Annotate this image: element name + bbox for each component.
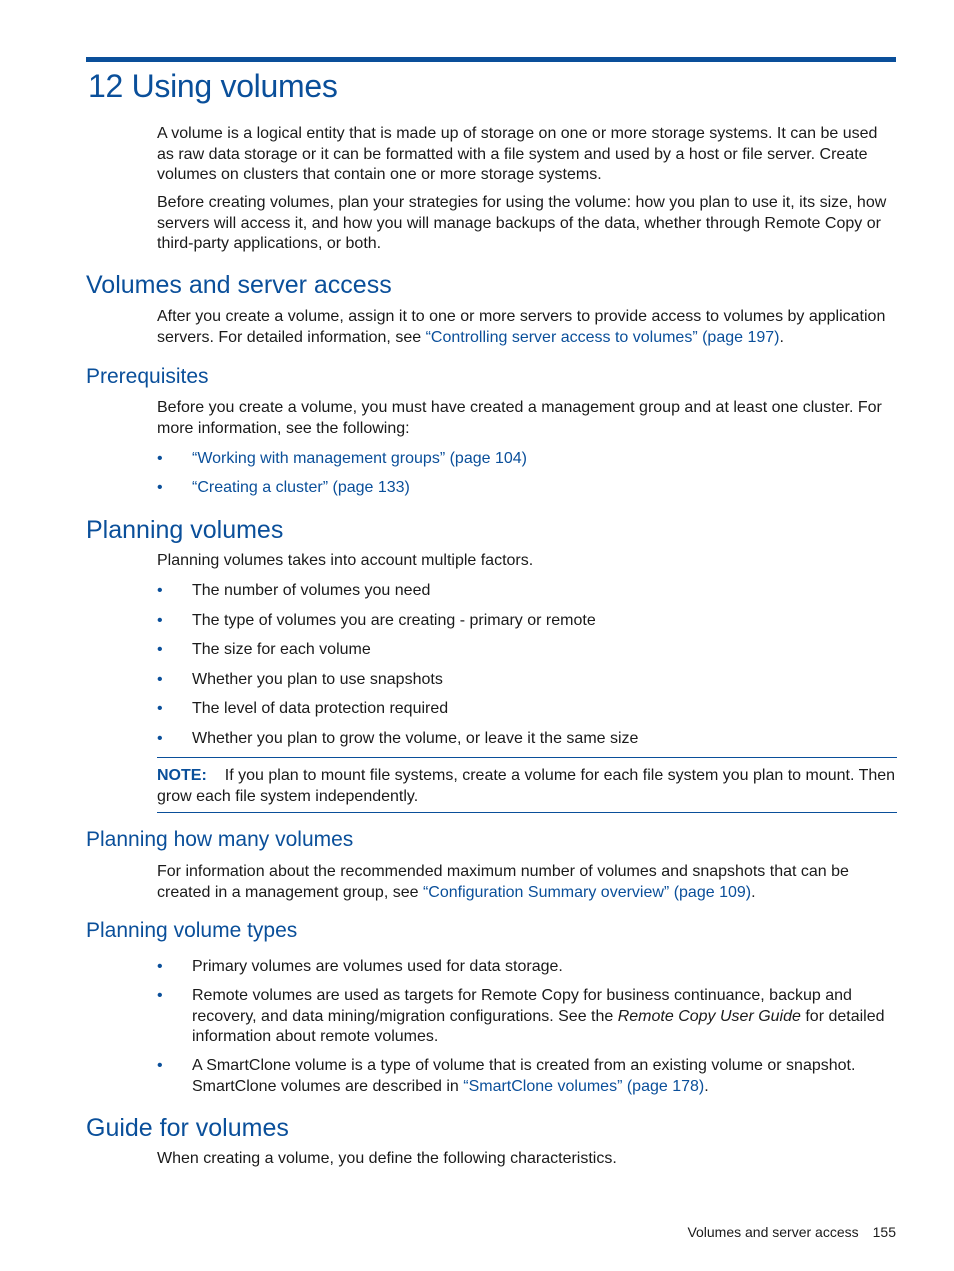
smartclone-period: . (704, 1077, 709, 1095)
bullet-icon: • (157, 450, 163, 467)
list-item-text: Whether you plan to use snapshots (192, 671, 443, 688)
footer-section-title: Volumes and server access (687, 1224, 859, 1240)
bullet-icon: • (157, 612, 163, 629)
heading-planning-how-many-volumes: Planning how many volumes (86, 828, 354, 851)
bullet-icon: • (157, 582, 163, 599)
how-many-period: . (751, 883, 756, 901)
list-item-text: The type of volumes you are creating - primary or remote (192, 612, 596, 629)
server-access-text: After you create a volume, assign it to one or more servers to provide access to volumes by application servers. For detailed information, see (157, 308, 886, 346)
page-number: 155 (872, 1224, 896, 1240)
note-bottom-rule (157, 812, 897, 813)
note-box (157, 766, 897, 807)
link-smartclone-volumes[interactable]: “SmartClone volumes” (page 178) (463, 1077, 705, 1095)
list-item-text: The level of data protection required (192, 700, 449, 717)
heading-guide-for-volumes: Guide for volumes (86, 1114, 289, 1142)
list-item-text: Primary volumes are volumes used for data storage. (192, 958, 563, 975)
bullet-icon: • (157, 641, 163, 658)
guide-paragraph: When creating a volume, you define the following characteristics. (157, 1150, 617, 1167)
chapter-top-rule (86, 57, 896, 62)
intro-paragraph-1: A volume is a logical entity that is made up of storage on one or more storage systems. It can be used as raw data storage or it can be formatted with a file system and used by a host or file server. Create volumes on clusters that contain one or more storage systems. (157, 125, 878, 183)
how-many-text: For information about the recommended maximum number of volumes and snapshots that can be created in a management group, see (157, 863, 849, 901)
heading-volumes-server-access: Volumes and server access (86, 271, 392, 299)
smartclone-text: A SmartClone volume is a type of volume that is created from an existing volume or snapshot. SmartClone volumes are described in (192, 1057, 856, 1095)
note-text: If you plan to mount file systems, create a volume for each file system you plan to mount. Then grow each file system independently. (157, 767, 896, 805)
link-controlling-server-access[interactable]: “Controlling server access to volumes” (page 197) (425, 328, 780, 346)
list-item-text: The number of volumes you need (192, 582, 431, 599)
bullet-icon: • (157, 479, 163, 496)
remote-copy-guide-title: Remote Copy User Guide (617, 1007, 801, 1025)
page-footer (687, 1223, 896, 1241)
remote-volumes-text-end: for detailed information about remote volumes. (192, 1007, 885, 1045)
list-item-text: The size for each volume (192, 641, 371, 658)
link-working-with-management-groups[interactable]: “Working with management groups” (page 104) (192, 450, 527, 467)
heading-prerequisites: Prerequisites (86, 365, 209, 388)
how-many-paragraph (157, 862, 897, 903)
chapter-title: 12 Using volumes (88, 68, 338, 104)
bullet-icon: • (157, 958, 163, 975)
remote-volumes-text: Remote volumes are used as targets for Remote Copy for business continuance, backup and recovery, and data mining/migration configurations. See the (192, 987, 852, 1025)
server-access-period: . (779, 328, 784, 346)
server-access-paragraph (157, 307, 897, 348)
note-top-rule (157, 757, 897, 758)
list-item-text (192, 986, 897, 1048)
bullet-icon: • (157, 671, 163, 688)
intro-paragraph-2: Before creating volumes, plan your strategies for using the volume: how you plan to use it, its size, how servers will access it, and how you will manage backups of the data, whether through Remote Copy or third-party applications, or both. (157, 194, 887, 252)
planning-paragraph: Planning volumes takes into account multiple factors. (157, 552, 534, 569)
bullet-icon: • (157, 700, 163, 717)
prerequisites-paragraph: Before you create a volume, you must have created a management group and at least one cluster. For more information, see the following: (157, 399, 882, 437)
link-configuration-summary-overview[interactable]: “Configuration Summary overview” (page 109) (422, 883, 752, 901)
bullet-icon: • (157, 1057, 163, 1074)
heading-planning-volumes: Planning volumes (86, 516, 284, 544)
list-item-text (192, 1056, 897, 1097)
link-creating-a-cluster[interactable]: “Creating a cluster” (page 133) (192, 479, 410, 496)
note-label: NOTE: (157, 767, 207, 784)
heading-planning-volume-types: Planning volume types (86, 919, 298, 942)
bullet-icon: • (157, 987, 163, 1004)
bullet-icon: • (157, 730, 163, 747)
list-item-text: Whether you plan to grow the volume, or leave it the same size (192, 730, 639, 747)
